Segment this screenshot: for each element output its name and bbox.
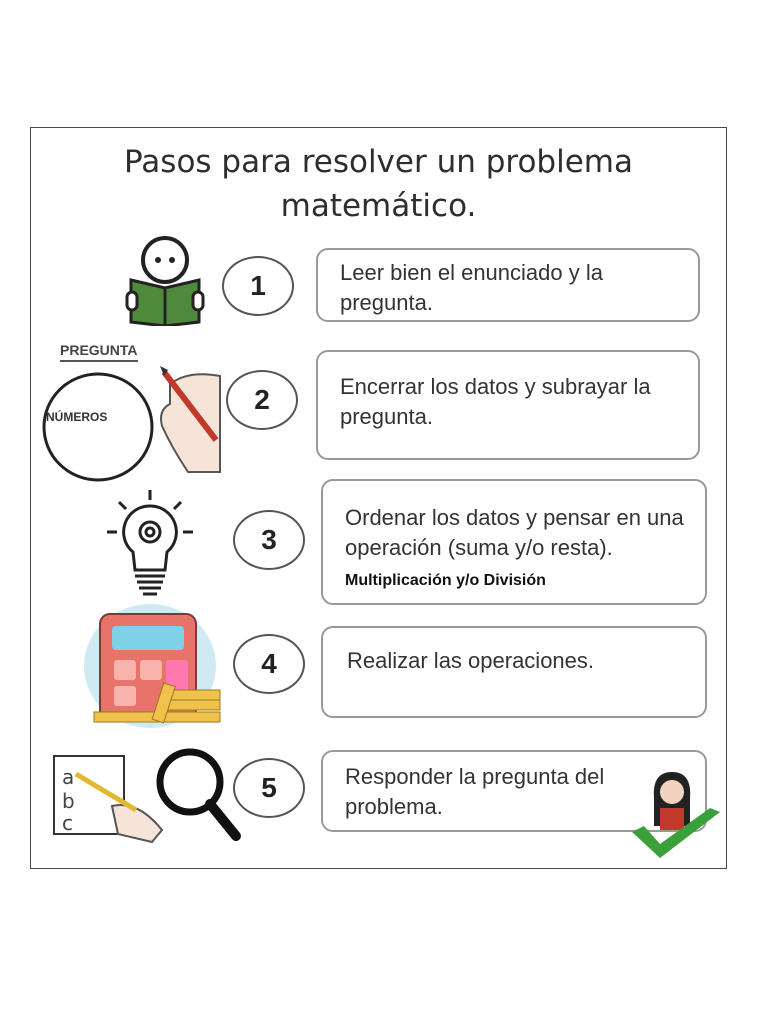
step-text-5: Responder la pregunta del problema. bbox=[345, 764, 605, 819]
step-text-3: Ordenar los datos y pensar en una operación (suma y/o resta). bbox=[345, 505, 684, 560]
checkmark-icon bbox=[630, 806, 722, 862]
numbers-circle-icon bbox=[40, 370, 158, 484]
svg-text:a: a bbox=[62, 765, 75, 789]
step-text-1: Leer bien el enunciado y la pregunta. bbox=[340, 260, 603, 315]
hand-pencil-icon bbox=[152, 364, 222, 474]
title-line-1: Pasos para resolver un problema bbox=[124, 144, 633, 180]
page-title bbox=[30, 140, 727, 228]
magnifier-abc-icon bbox=[52, 746, 244, 846]
step-box-2 bbox=[316, 350, 700, 460]
step-box-4 bbox=[321, 626, 707, 718]
step-extra-3: Multiplicación y/o División bbox=[345, 572, 546, 589]
title-line-2: matemático. bbox=[280, 188, 477, 224]
pregunta-label: PREGUNTA bbox=[60, 342, 138, 362]
numeros-label: NÚMEROS bbox=[46, 410, 108, 424]
svg-text:c: c bbox=[62, 811, 73, 835]
step-number-3: 3 bbox=[233, 510, 305, 570]
svg-text:b: b bbox=[62, 789, 75, 813]
reading-book-icon bbox=[125, 234, 205, 326]
step-text-4: Realizar las operaciones. bbox=[347, 648, 595, 673]
step-number-5: 5 bbox=[233, 758, 305, 818]
calculator-icon bbox=[84, 602, 224, 732]
step-box-1 bbox=[316, 248, 700, 322]
step-box-3 bbox=[321, 479, 707, 605]
step-number-1: 1 bbox=[222, 256, 294, 316]
step-text-2: Encerrar los datos y subrayar la pregunta. bbox=[340, 374, 651, 429]
step-number-2: 2 bbox=[226, 370, 298, 430]
step-number-4: 4 bbox=[233, 634, 305, 694]
lightbulb-gear-icon bbox=[105, 488, 195, 600]
